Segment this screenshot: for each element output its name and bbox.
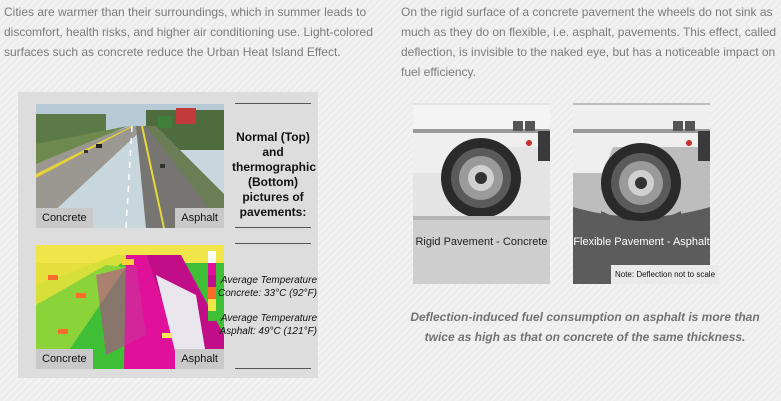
divider-line [235, 368, 311, 369]
temperature-asphalt [217, 312, 317, 338]
intro-paragraph-right: On the rigid surface of a concrete pavement the wheels do not sink as much as they do on flexible, i.e. asphalt, pavements. This effect, called deflection, is invisible to the naked eye, but has a noticeable impact on fuel efficiency. [401, 5, 777, 79]
photo-label-asphalt: Asphalt [175, 208, 224, 228]
intro-paragraph-left: Cities are warmer than their surroundings, which in summer leads to discomfort, health risks, and higher air conditioning use. Light-colored surfaces such as concrete reduce the Urban Heat Island Effect. [4, 5, 373, 59]
normal-road-photo [36, 104, 224, 228]
flexible-pavement-label: Flexible Pavement - Asphalt [573, 236, 710, 248]
photo-label-concrete: Concrete [36, 208, 93, 228]
rigid-pavement-label: Rigid Pavement - Concrete [415, 236, 548, 248]
truck-wheel-illustration [413, 103, 550, 284]
temperature-asphalt-value: Asphalt: 49°C (121°F) [219, 326, 317, 337]
thermo-label-asphalt: Asphalt [175, 349, 224, 369]
scale-note: Note: Deflection not to scale [611, 265, 719, 284]
temperature-asphalt-title: Average Temperature [220, 313, 317, 324]
flexible-pavement-illustration [573, 103, 710, 284]
divider-line [235, 227, 311, 228]
divider-line [235, 243, 311, 244]
fuel-consumption-caption: Deflection-induced fuel consumption on asphalt is more than twice as high as that on concrete of the same thickness. [410, 310, 760, 344]
temperature-concrete-title: Average Temperature [220, 275, 317, 286]
rigid-pavement-illustration [413, 103, 550, 284]
photo-caption: Normal (Top) and thermographic (Bottom) pictures of pavements: [232, 130, 317, 219]
heat-comparison-panel [18, 92, 318, 378]
temperature-concrete [217, 274, 317, 300]
divider-line [235, 103, 311, 104]
thermographic-road-photo [36, 245, 224, 369]
temperature-concrete-value: Concrete: 33°C (92°F) [217, 288, 317, 299]
thermo-label-concrete: Concrete [36, 349, 93, 369]
truck-wheel-illustration [573, 103, 710, 284]
